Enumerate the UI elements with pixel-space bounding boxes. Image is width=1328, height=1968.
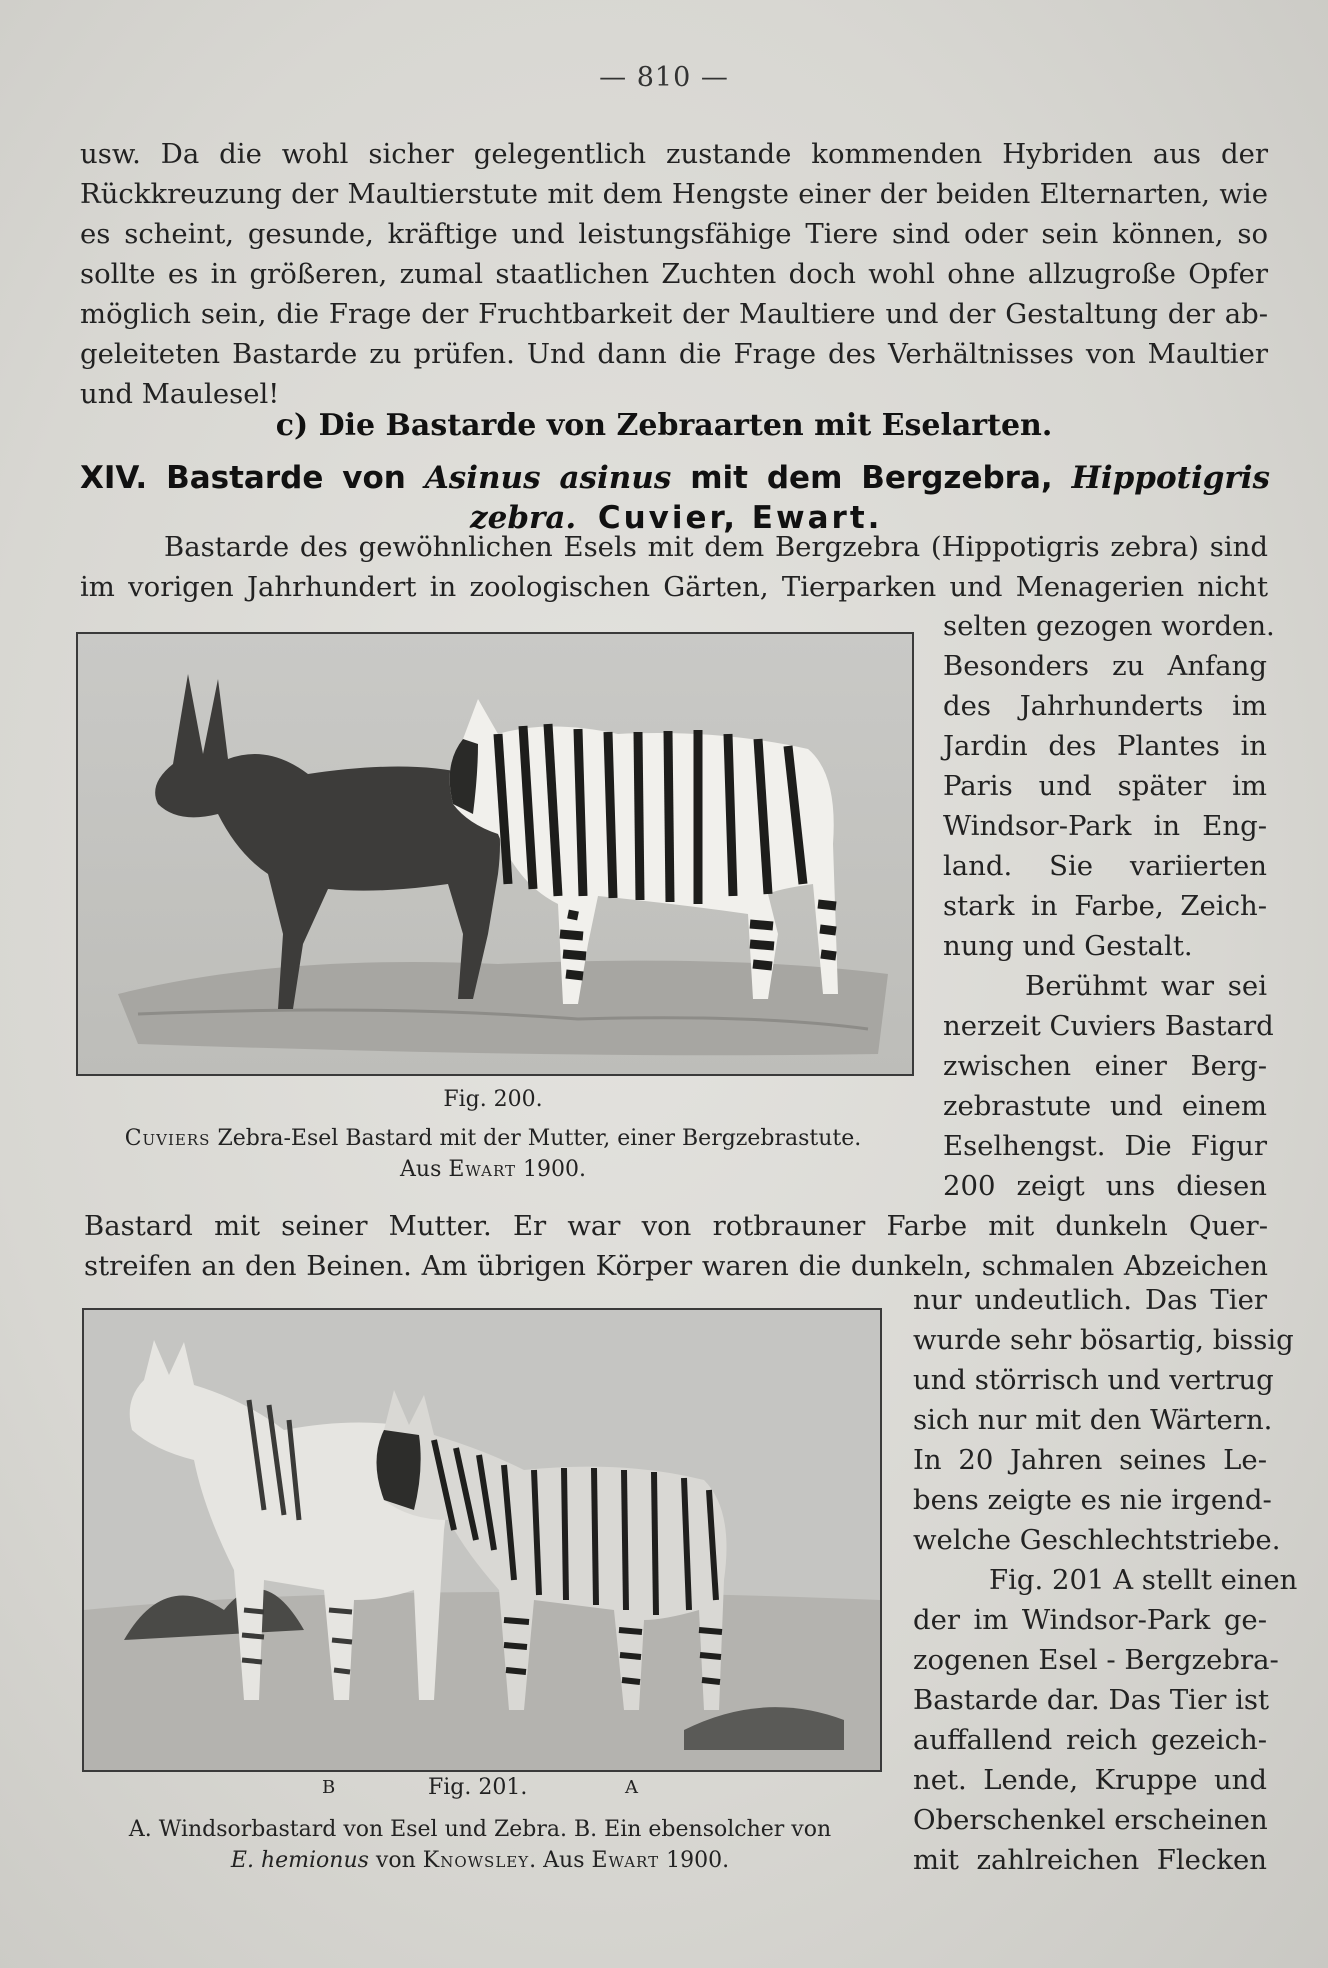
para1-line: im vorigen Jahrhundert in zoologischen Gärten, Tierparken und Menagerien nicht (80, 571, 1268, 603)
intro-line: möglich sein, die Frage der Fruchtbarkeit der Maultiere und der Gestaltung der ab- (80, 298, 1268, 330)
intro-line: sollte es in größeren, zumal staatlichen Zuchten doch wohl ohne allzugroße Opfer (80, 258, 1268, 290)
paragraph-1 (80, 527, 1268, 607)
text-column-1: selten gezogen worden. Besonders zu Anfang des Jahrhunderts im Jardin des Plantes in Paris und später im Windsor-Park in Eng- land. Sie variierten stark in Farbe, Zeich- nung und Gestalt. Berühmt war sei nerzeit Cuviers Bastard zwischen einer Berg- zebrastute und einem Eselhengst. Die Figur 200 zeigt uns diesen (943, 610, 1275, 1202)
heading-species-1: Asinus asinus (424, 460, 672, 496)
paragraph-2: Bastard mit seiner Mutter. Er war von rotbrauner Farbe mit dunkeln Quer- streifen an den Beinen. Am übrigen Körper waren die dunkeln, schmalen Abzeichen (84, 1210, 1268, 1282)
intro-paragraph (80, 134, 1268, 414)
section-heading (80, 458, 1270, 538)
donkey-and-zebra-illustration (78, 634, 912, 1074)
page-number: — 810 — (599, 62, 729, 93)
intro-line: usw. Da die wohl sicher gelegentlich zustande kommenden Hybriden aus der (80, 138, 1268, 170)
para1-line: Bastarde des gewöhnlichen Esels mit dem Bergzebra (Hippotigris zebra) sind (164, 531, 1268, 563)
heading-prefix: XIV. Bastarde von (80, 460, 425, 496)
intro-line: es scheint, gesunde, kräftige und leistungsfähige Tiere sind oder sein können, so (80, 218, 1268, 250)
figure-201-image (82, 1308, 882, 1772)
figure-200-image (76, 632, 914, 1076)
figure-201-label-b: B (322, 1777, 336, 1798)
zebra-hybrids-illustration (84, 1310, 880, 1770)
heading-species-2: zebra. (470, 500, 577, 536)
heading-genus-2: Hippotigris (1071, 460, 1270, 496)
intro-line: Rückkreuzung der Maultierstute mit dem Hengste einer der beiden Elternarten, wie (80, 178, 1268, 210)
section-subheading: c) Die Bastarde von Zebraarten mit Eselarten. (275, 408, 1053, 443)
intro-line: und Maulesel! (80, 378, 280, 410)
text-column-2: nur undeutlich. Das Tier wurde sehr bösartig, bissig und störrisch und vertrug sich nur mit den Wärtern. In 20 Jahren seines Le- bens zeigte es nie irgend- welche Geschlechtstriebe. Fig. 201 A stellt einen der im Windsor-Park ge- zogenen Esel - Bergzebra- Bastarde dar. Das Tier ist auffallend reich gezeich- net. Lende, Kruppe und Oberschenkel erscheinen mit zahlreichen Flecken (913, 1284, 1298, 1876)
heading-middle: mit dem Bergzebra, (671, 460, 1072, 496)
figure-201-caption: A. Windsorbastard von Esel und Zebra. B. Ein ebensolcher von E. hemionus von Knowsley. Aus Ewart 1900. (128, 1817, 832, 1873)
figure-200-label: Fig. 200. (443, 1087, 543, 1112)
figure-201-label: Fig. 201. (428, 1775, 528, 1800)
figure-201-label-a: A (625, 1777, 638, 1798)
heading-row-1 (80, 458, 1270, 498)
intro-line: geleiteten Bastarde zu prüfen. Und dann die Frage des Verhältnisses von Maultier (80, 338, 1268, 370)
heading-authors: Cuvier, Ewart. (597, 500, 883, 536)
figure-200-caption: Cuviers Zebra-Esel Bastard mit der Mutter, einer Bergzebrastute. Aus Ewart 1900. (124, 1126, 862, 1182)
